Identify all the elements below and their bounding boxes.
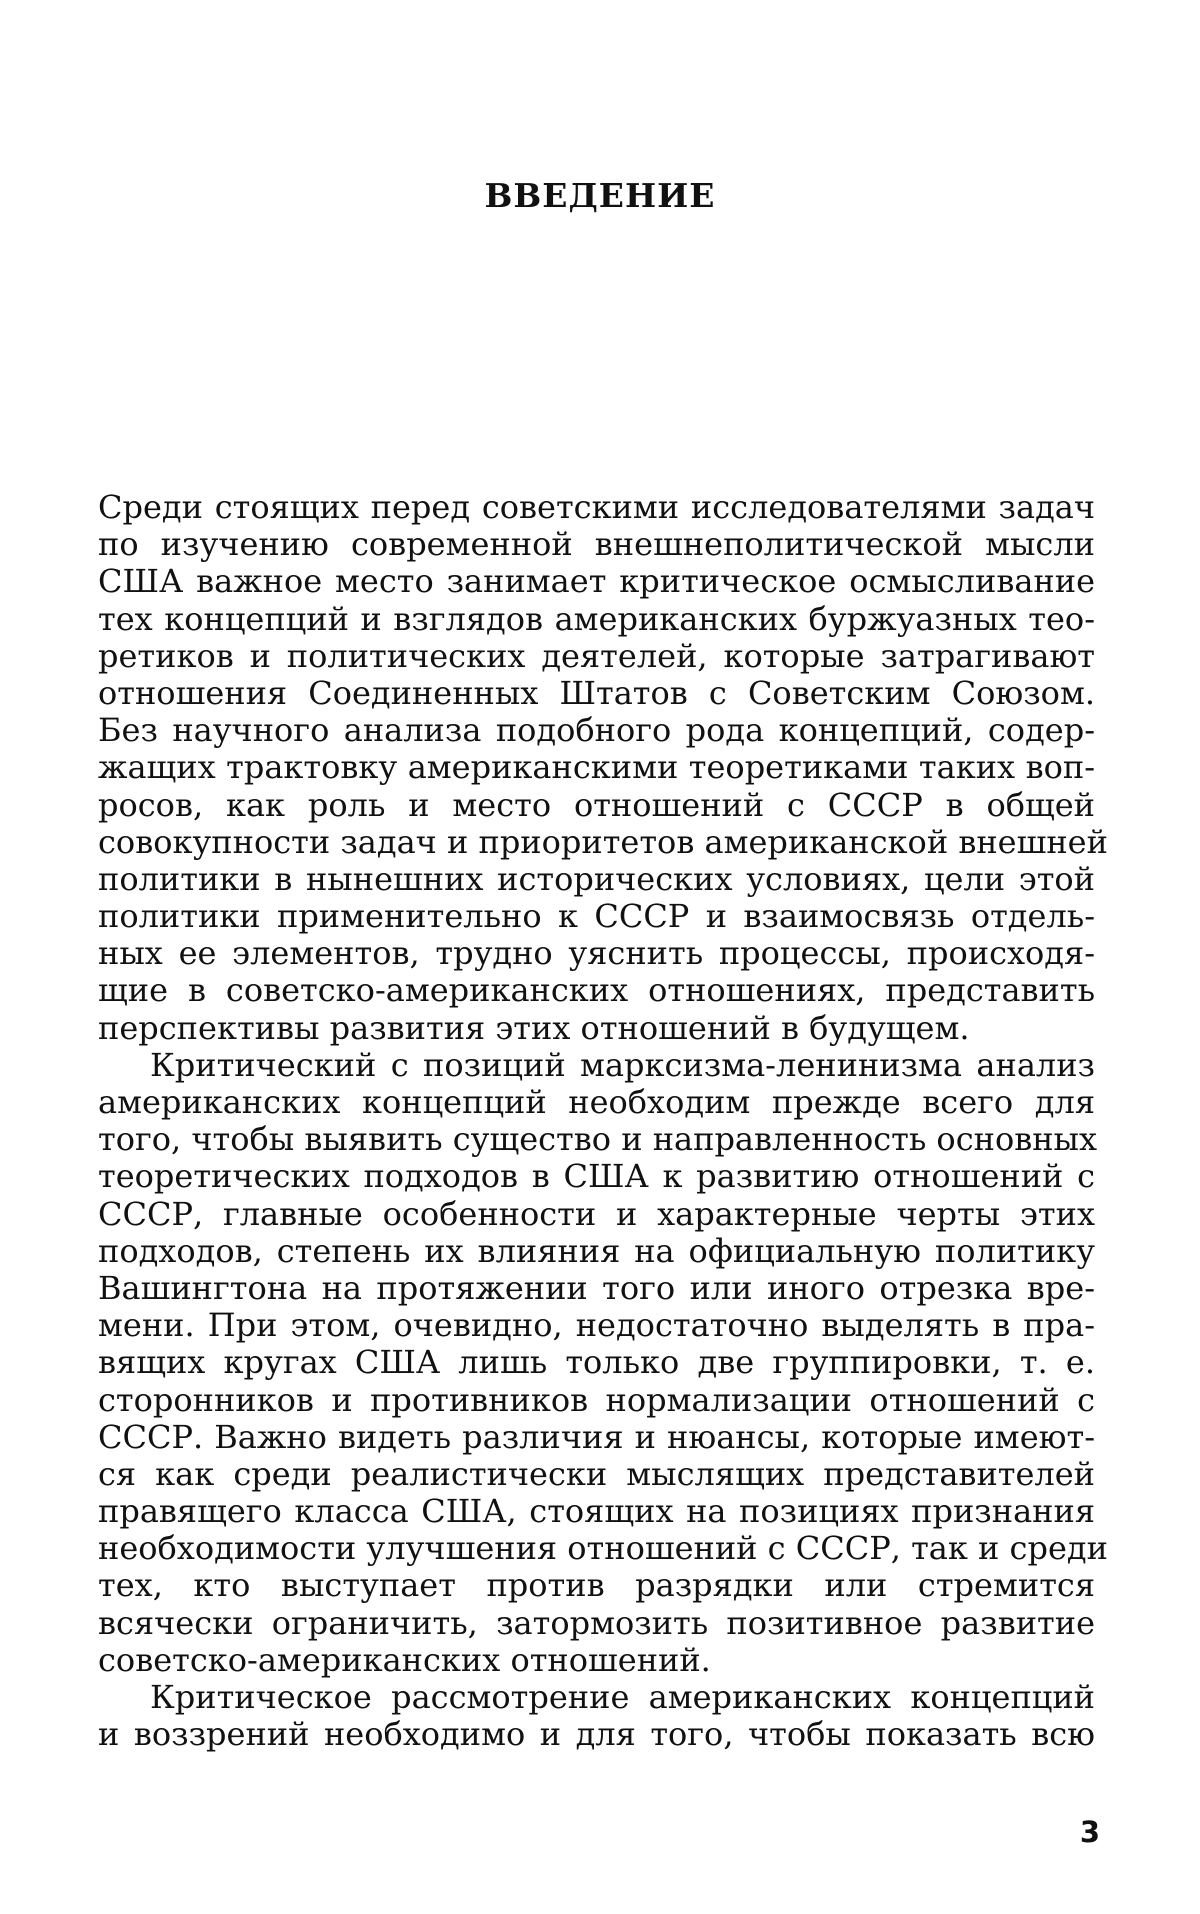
text-line: ретиков и политических деятелей, которые затрагивают — [98, 636, 1095, 675]
text-line: подходов, степень их влияния на официальную политику — [98, 1231, 1095, 1270]
chapter-heading: ВВЕДЕНИЕ — [484, 176, 716, 215]
text-line: жащих трактовку американскими теоретиками таких воп- — [98, 748, 1095, 787]
text-line: по изучению современной внешнеполитической мысли — [98, 525, 1095, 564]
text-line: щие в советско-американских отношениях, представить — [98, 971, 1095, 1010]
text-line: росов, как роль и место отношений с СССР в общей — [98, 785, 1095, 824]
text-line: Критический с позиций марксизма-ленинизма анализ — [150, 1045, 1095, 1084]
body-text — [98, 488, 1108, 1754]
text-line: мени. При этом, очевидно, недостаточно выделять в пра- — [98, 1306, 1095, 1345]
text-line: американских концепций необходим прежде всего для — [98, 1083, 1095, 1121]
text-line: Вашингтона на протяжении того или иного отрезка вре- — [98, 1268, 1095, 1307]
text-line: вящих кругах США лишь только две группировки, т. е. — [98, 1343, 1095, 1382]
text-line: ся как среди реалистически мыслящих представителей — [98, 1454, 1095, 1493]
text-line: Среди стоящих перед советскими исследователями задач — [98, 488, 1095, 526]
text-line: политики применительно к СССР и взаимосвязь отдель- — [98, 897, 1095, 936]
text-line: и воззрений необходимо и для того, чтобы показать всю — [98, 1715, 1095, 1754]
text-line: США важное место занимает критическое осмысливание — [98, 562, 1095, 601]
text-line: советско-американских отношений. — [98, 1640, 711, 1679]
page-number: 3 — [1079, 1815, 1100, 1849]
text-line: отношения Соединенных Штатов с Советским Союзом. — [98, 673, 1095, 712]
text-line: сторонников и противников нормализации отношений с — [98, 1380, 1095, 1419]
text-line: ных ее элементов, трудно уяснить процессы, происходя- — [98, 934, 1095, 973]
text-line: необходимости улучшения отношений с СССР, так и среди — [98, 1529, 1108, 1568]
text-line: Критическое рассмотрение американских концепций — [150, 1678, 1095, 1716]
text-line: правящего класса США, стоящих на позициях признания — [98, 1492, 1095, 1531]
text-line: того, чтобы выявить существо и направленность основных — [98, 1120, 1098, 1159]
text-line: СССР, главные особенности и характерные черты этих — [98, 1194, 1095, 1233]
text-line: всячески ограничить, затормозить позитивное развитие — [98, 1603, 1095, 1642]
text-line: теоретических подходов в США к развитию отношений с — [98, 1157, 1095, 1196]
text-line: Без научного анализа подобного рода концепций, содер- — [98, 711, 1095, 750]
text-line: политики в нынешних исторических условиях, цели этой — [98, 859, 1095, 898]
text-line: СССР. Важно видеть различия и нюансы, которые имеют- — [98, 1417, 1095, 1456]
text-line: тех, кто выступает против разрядки или стремится — [98, 1566, 1095, 1605]
text-line: перспективы развития этих отношений в будущем. — [98, 1008, 970, 1047]
text-line: тех концепций и взглядов американских буржуазных тео- — [98, 599, 1095, 638]
text-line: совокупности задач и приоритетов американской внешней — [98, 822, 1108, 861]
